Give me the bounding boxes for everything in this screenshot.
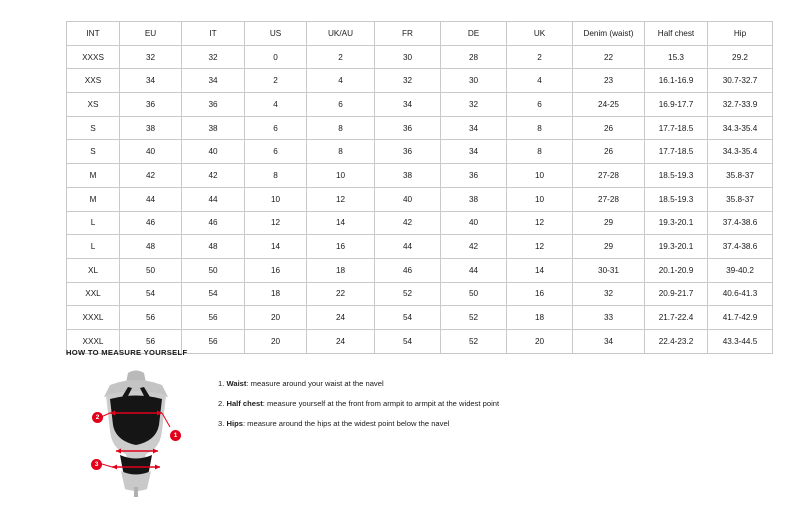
table-row: [67, 140, 773, 164]
size-conversion-table: [66, 21, 773, 354]
cell-it: 36: [182, 93, 245, 117]
how-to-measure-body: [66, 367, 766, 497]
cell-ukau: 8: [307, 116, 375, 140]
cell-ukau: 8: [307, 140, 375, 164]
cell-fr: 38: [375, 164, 441, 188]
cell-hip: 37.4-38.6: [708, 211, 773, 235]
table-row: [67, 282, 773, 306]
cell-int: XL: [67, 258, 120, 282]
cell-de: 40: [441, 211, 507, 235]
cell-us: 8: [245, 164, 307, 188]
cell-it: 50: [182, 258, 245, 282]
cell-us: 2: [245, 69, 307, 93]
column-header-eu: EU: [120, 22, 182, 46]
cell-us: 16: [245, 258, 307, 282]
cell-us: 6: [245, 116, 307, 140]
cell-ukau: 12: [307, 187, 375, 211]
cell-hip: 35.8-37: [708, 187, 773, 211]
cell-it: 44: [182, 187, 245, 211]
cell-it: 48: [182, 235, 245, 259]
cell-eu: 46: [120, 211, 182, 235]
cell-us: 0: [245, 45, 307, 69]
cell-ukau: 24: [307, 329, 375, 353]
cell-eu: 48: [120, 235, 182, 259]
measure-step-3-text: : measure around the hips at the widest point below the navel: [242, 419, 450, 429]
mannequin-illustration: [66, 367, 206, 497]
measure-step-1-number: 1.: [218, 379, 225, 388]
cell-eu: 32: [120, 45, 182, 69]
table-row: [67, 211, 773, 235]
cell-half-chest: 17.7-18.5: [645, 116, 708, 140]
cell-half-chest: 19.3-20.1: [645, 211, 708, 235]
cell-de: 34: [441, 140, 507, 164]
cell-fr: 40: [375, 187, 441, 211]
cell-eu: 50: [120, 258, 182, 282]
cell-denim: 22: [573, 45, 645, 69]
cell-de: 52: [441, 329, 507, 353]
measure-step-hips: [218, 419, 499, 428]
cell-us: 18: [245, 282, 307, 306]
cell-int: XXXS: [67, 45, 120, 69]
cell-eu: 38: [120, 116, 182, 140]
cell-uk: 12: [507, 211, 573, 235]
cell-half-chest: 17.7-18.5: [645, 140, 708, 164]
cell-hip: 37.4-38.6: [708, 235, 773, 259]
cell-eu: 56: [120, 329, 182, 353]
cell-half-chest: 19.3-20.1: [645, 235, 708, 259]
cell-de: 44: [441, 258, 507, 282]
cell-fr: 52: [375, 282, 441, 306]
cell-int: M: [67, 187, 120, 211]
cell-half-chest: 20.1-20.9: [645, 258, 708, 282]
table-row: [67, 116, 773, 140]
cell-de: 36: [441, 164, 507, 188]
cell-int: L: [67, 235, 120, 259]
cell-denim: 27-28: [573, 164, 645, 188]
cell-uk: 8: [507, 116, 573, 140]
cell-uk: 14: [507, 258, 573, 282]
cell-hip: 41.7-42.9: [708, 306, 773, 330]
cell-de: 30: [441, 69, 507, 93]
measure-badge-3: 3: [91, 459, 102, 470]
cell-half-chest: 18.5-19.3: [645, 164, 708, 188]
cell-de: 42: [441, 235, 507, 259]
cell-fr: 54: [375, 329, 441, 353]
cell-denim: 29: [573, 235, 645, 259]
cell-fr: 34: [375, 93, 441, 117]
measure-step-2-text: : measure yourself at the front from armpit to armpit at the widest point: [262, 399, 500, 409]
cell-ukau: 14: [307, 211, 375, 235]
cell-hip: 39-40.2: [708, 258, 773, 282]
cell-eu: 56: [120, 306, 182, 330]
cell-uk: 6: [507, 93, 573, 117]
cell-hip: 40.6-41.3: [708, 282, 773, 306]
cell-half-chest: 20.9-21.7: [645, 282, 708, 306]
cell-it: 54: [182, 282, 245, 306]
cell-uk: 8: [507, 140, 573, 164]
cell-eu: 44: [120, 187, 182, 211]
measure-step-2-number: 2.: [218, 399, 225, 409]
cell-int: M: [67, 164, 120, 188]
cell-eu: 42: [120, 164, 182, 188]
measure-step-1-text: : measure around your waist at the navel: [246, 379, 384, 388]
cell-de: 38: [441, 187, 507, 211]
mannequin-figure-icon: [66, 367, 206, 497]
column-header-hip: Hip: [708, 22, 773, 46]
column-header-denim-waist: Denim (waist): [573, 22, 645, 46]
cell-ukau: 4: [307, 69, 375, 93]
measure-step-3-term: Hips: [226, 419, 243, 429]
cell-fr: 30: [375, 45, 441, 69]
cell-int: XXXL: [67, 329, 120, 353]
cell-half-chest: 15.3: [645, 45, 708, 69]
table-row: [67, 306, 773, 330]
cell-eu: 54: [120, 282, 182, 306]
cell-it: 56: [182, 329, 245, 353]
cell-denim: 30-31: [573, 258, 645, 282]
cell-denim: 26: [573, 140, 645, 164]
cell-it: 40: [182, 140, 245, 164]
cell-de: 34: [441, 116, 507, 140]
table-row: [67, 235, 773, 259]
cell-int: XXS: [67, 69, 120, 93]
cell-hip: 29.2: [708, 45, 773, 69]
measure-badge-1: 1: [170, 430, 181, 441]
cell-int: L: [67, 211, 120, 235]
cell-int: S: [67, 116, 120, 140]
cell-uk: 18: [507, 306, 573, 330]
cell-denim: 32: [573, 282, 645, 306]
cell-hip: 35.8-37: [708, 164, 773, 188]
cell-denim: 33: [573, 306, 645, 330]
cell-us: 20: [245, 306, 307, 330]
cell-us: 14: [245, 235, 307, 259]
cell-de: 50: [441, 282, 507, 306]
cell-int: XXXL: [67, 306, 120, 330]
cell-int: XXL: [67, 282, 120, 306]
cell-uk: 16: [507, 282, 573, 306]
cell-half-chest: 18.5-19.3: [645, 187, 708, 211]
cell-hip: 34.3-35.4: [708, 116, 773, 140]
measure-step-half-chest: [218, 399, 499, 408]
cell-half-chest: 16.9-17.7: [645, 93, 708, 117]
cell-ukau: 10: [307, 164, 375, 188]
column-header-it: IT: [182, 22, 245, 46]
measure-step-1-term: Waist: [226, 379, 247, 388]
column-header-fr: FR: [375, 22, 441, 46]
column-header-de: DE: [441, 22, 507, 46]
measure-badge-2: 2: [92, 412, 103, 423]
cell-denim: 27-28: [573, 187, 645, 211]
measure-step-3-number: 3.: [218, 419, 225, 429]
cell-fr: 54: [375, 306, 441, 330]
cell-ukau: 22: [307, 282, 375, 306]
measure-step-waist: [218, 379, 499, 388]
cell-ukau: 24: [307, 306, 375, 330]
cell-us: 4: [245, 93, 307, 117]
cell-uk: 10: [507, 187, 573, 211]
table-row: [67, 164, 773, 188]
cell-fr: 36: [375, 140, 441, 164]
cell-eu: 40: [120, 140, 182, 164]
how-to-measure-title: HOW TO MEASURE YOURSELF: [66, 348, 188, 357]
cell-de: 52: [441, 306, 507, 330]
cell-ukau: 6: [307, 93, 375, 117]
cell-denim: 23: [573, 69, 645, 93]
cell-hip: 43.3-44.5: [708, 329, 773, 353]
cell-de: 32: [441, 93, 507, 117]
cell-us: 20: [245, 329, 307, 353]
cell-it: 34: [182, 69, 245, 93]
cell-denim: 26: [573, 116, 645, 140]
cell-us: 10: [245, 187, 307, 211]
cell-uk: 10: [507, 164, 573, 188]
column-header-ukau: UK/AU: [307, 22, 375, 46]
cell-ukau: 2: [307, 45, 375, 69]
column-header-us: US: [245, 22, 307, 46]
table-row: [67, 69, 773, 93]
cell-uk: 20: [507, 329, 573, 353]
table-row: [67, 187, 773, 211]
cell-hip: 32.7-33.9: [708, 93, 773, 117]
cell-ukau: 16: [307, 235, 375, 259]
cell-fr: 42: [375, 211, 441, 235]
cell-eu: 34: [120, 69, 182, 93]
cell-fr: 36: [375, 116, 441, 140]
cell-eu: 36: [120, 93, 182, 117]
measure-step-2-term: Half chest: [226, 399, 263, 409]
cell-it: 46: [182, 211, 245, 235]
cell-fr: 46: [375, 258, 441, 282]
cell-half-chest: 16.1-16.9: [645, 69, 708, 93]
cell-uk: 12: [507, 235, 573, 259]
size-table-container: [66, 21, 758, 354]
cell-it: 32: [182, 45, 245, 69]
cell-it: 38: [182, 116, 245, 140]
cell-fr: 32: [375, 69, 441, 93]
column-header-uk: UK: [507, 22, 573, 46]
cell-uk: 2: [507, 45, 573, 69]
cell-de: 28: [441, 45, 507, 69]
how-to-measure-section: [66, 348, 766, 497]
cell-int: S: [67, 140, 120, 164]
cell-us: 6: [245, 140, 307, 164]
table-header-row: [67, 22, 773, 46]
table-row: [67, 45, 773, 69]
cell-it: 42: [182, 164, 245, 188]
cell-int: XS: [67, 93, 120, 117]
cell-ukau: 18: [307, 258, 375, 282]
cell-uk: 4: [507, 69, 573, 93]
column-header-int: INT: [67, 22, 120, 46]
cell-half-chest: 21.7-22.4: [645, 306, 708, 330]
cell-denim: 24-25: [573, 93, 645, 117]
cell-denim: 29: [573, 211, 645, 235]
measure-instructions-list: [218, 367, 499, 439]
cell-hip: 34.3-35.4: [708, 140, 773, 164]
cell-half-chest: 22.4-23.2: [645, 329, 708, 353]
table-row: [67, 258, 773, 282]
cell-us: 12: [245, 211, 307, 235]
column-header-half-chest: Half chest: [645, 22, 708, 46]
cell-fr: 44: [375, 235, 441, 259]
cell-it: 56: [182, 306, 245, 330]
table-row: [67, 93, 773, 117]
cell-denim: 34: [573, 329, 645, 353]
cell-hip: 30.7-32.7: [708, 69, 773, 93]
table-body: [67, 45, 773, 353]
